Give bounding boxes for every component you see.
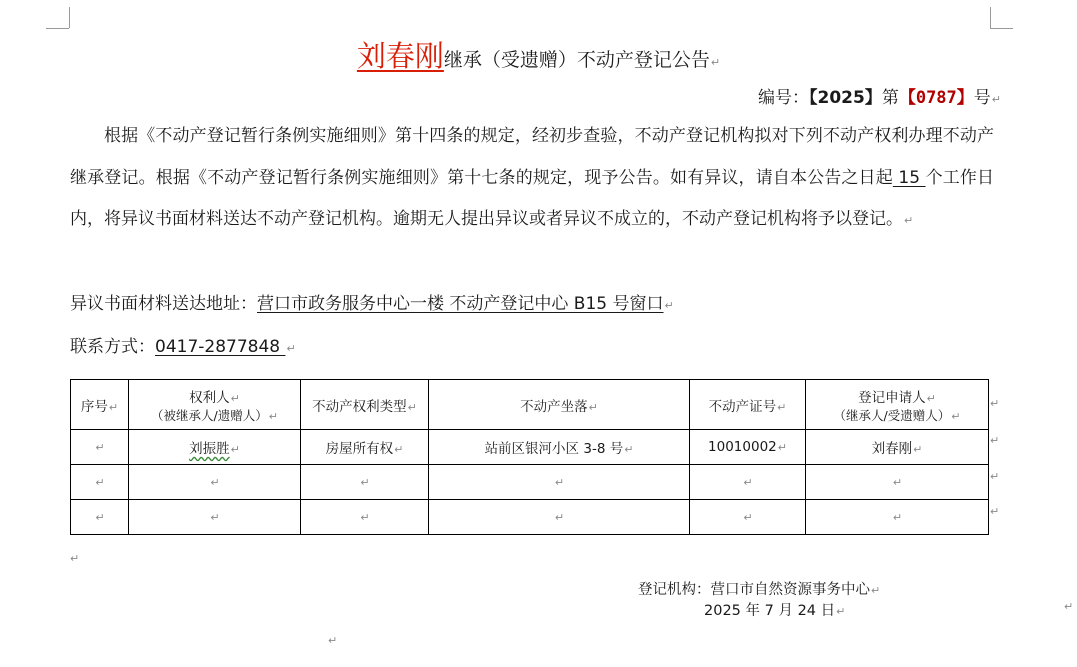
cell-cert-no: ↵ <box>690 500 806 535</box>
cell-right-type: ↵ <box>301 465 429 500</box>
cell-right-type: ↵ <box>301 500 429 535</box>
cell-applicant: 刘春刚↵ <box>806 430 989 465</box>
doc-number-value: 【0787】 <box>898 88 974 108</box>
table-row <box>71 430 989 465</box>
registration-authority: 登记机构：营口市自然资源事务中心↵ <box>638 582 881 598</box>
header-location: 不动产坐落↵ <box>429 380 690 430</box>
header-seq: 序号↵ <box>71 380 129 430</box>
crop-mark-top-left <box>46 28 69 29</box>
paragraph-mark: ↵ <box>1064 600 1074 613</box>
crop-mark-top-left <box>69 7 70 28</box>
header-holder-sub: （被继承人/遗赠人）↵ <box>151 407 278 423</box>
paragraph-mark: ↵ <box>328 634 338 647</box>
crop-mark-top-right <box>990 7 991 28</box>
registration-table <box>70 379 989 535</box>
cell-seq: ↵ <box>71 465 129 500</box>
contact-value: 0417-2877848 <box>155 337 286 357</box>
objection-address <box>70 289 674 314</box>
contact-info <box>70 332 296 357</box>
paragraph-mark: ↵ <box>904 214 914 227</box>
address-label: 异议书面材料送达地址： <box>70 294 257 314</box>
document-title <box>0 34 1077 75</box>
header-right-type: 不动产权利类型↵ <box>301 380 429 430</box>
cell-seq: ↵ <box>71 430 129 465</box>
crop-mark-top-right <box>990 28 1013 29</box>
paragraph-mark: ↵ <box>286 342 296 355</box>
title-text: 继承（受遗赠）不动产登记公告 <box>443 49 710 71</box>
header-cert-no: 不动产证号↵ <box>690 380 806 430</box>
cell-seq: ↵ <box>71 500 129 535</box>
cell-holder: ↵ <box>129 465 301 500</box>
table-header-row <box>71 380 989 430</box>
paragraph-mark: ↵ <box>991 93 1001 106</box>
title-person-name: 刘春刚 <box>356 39 444 73</box>
cell-applicant: ↵ <box>806 465 989 500</box>
row-end-mark: ↵ <box>990 397 1000 410</box>
header-applicant: 登记申请人↵ （继承人/受遗赠人）↵ <box>806 380 989 430</box>
address-value: 营口市政务服务中心一楼 不动产登记中心 B15 号窗口 <box>257 294 664 314</box>
contact-label: 联系方式： <box>70 337 155 357</box>
cell-location: ↵ <box>429 500 690 535</box>
header-applicant-sub: （继承人/受遗赠人）↵ <box>833 407 961 423</box>
paragraph-mark: ↵ <box>70 552 80 565</box>
cell-holder: 刘振胜↵ <box>129 430 301 465</box>
notice-text-part2: 个工作日内，将异议书面材料送达不动产登记机构。逾期无人提出异议或者异议不成立的，不动产登记机构将予以登记。 <box>70 167 995 229</box>
cell-holder: ↵ <box>129 500 301 535</box>
header-holder: 权利人↵ （被继承人/遗赠人）↵ <box>129 380 301 430</box>
cell-cert-no: ↵ <box>690 465 806 500</box>
doc-number-prefix: 编号： <box>758 88 809 108</box>
doc-number-mid: 第 <box>881 88 899 108</box>
notice-paragraph <box>70 116 994 242</box>
paragraph-mark: ↵ <box>664 299 674 312</box>
doc-number-suffix: 号 <box>973 88 991 108</box>
table-row <box>71 465 989 500</box>
cell-applicant: ↵ <box>806 500 989 535</box>
notice-date: 2025 年 7 月 24 日↵ <box>704 603 846 619</box>
document-number <box>758 83 1001 108</box>
doc-number-year: 【2025】 <box>809 88 882 108</box>
cell-location: 站前区银河小区 3-8 号↵ <box>429 430 690 465</box>
paragraph-mark: ↵ <box>710 56 721 69</box>
cell-cert-no: 10010002↵ <box>690 430 806 465</box>
row-end-mark: ↵ <box>990 470 1000 483</box>
objection-days: 15 <box>892 167 926 188</box>
row-end-mark: ↵ <box>990 434 1000 447</box>
table-row <box>71 500 989 535</box>
cell-location: ↵ <box>429 465 690 500</box>
cell-right-type: 房屋所有权↵ <box>301 430 429 465</box>
row-end-mark: ↵ <box>990 505 1000 518</box>
notice-text-part1: 根据《不动产登记暂行条例实施细则》第十四条的规定，经初步查验，不动产登记机构拟对下列不动产权利办理不动产继承登记。根据《不动产登记暂行条例实施细则》第十七条的规定，现予公告。如有异议，请自本公告之日起 <box>70 126 994 188</box>
